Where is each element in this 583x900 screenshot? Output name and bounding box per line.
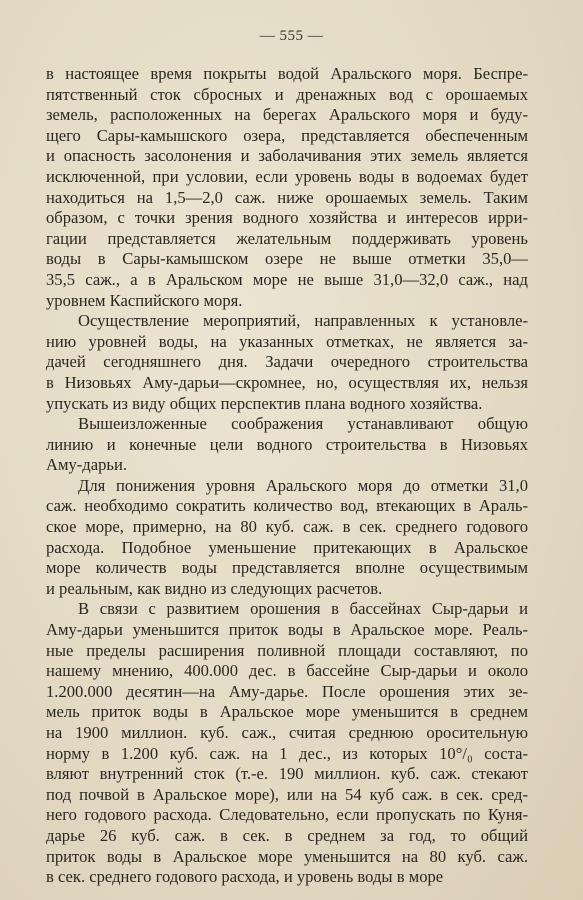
text-line: расхода. Подобное уменьшение притекающих в Аральское	[46, 537, 528, 557]
paragraph	[46, 311, 528, 414]
text-line: Для понижения уровня Аральского моря до отметки 31,0	[78, 475, 528, 495]
text-line: на 1900 миллион. куб. саж., считая среднюю оросительную	[46, 723, 528, 742]
text-line: В связи с развитием орошения в бассейнах Сыр-дарьи и	[78, 599, 528, 619]
text-line: Осуществление мероприятий, направленных к установле-	[78, 311, 528, 331]
text-line: в настоящее время покрыты водой Аральского моря. Беспре-	[46, 64, 528, 83]
text-line: пятственный сток сбросных и дренажных вод с орошаемых	[46, 84, 528, 104]
text-line: земель, расположенных на берегах Аральского моря и буду-	[46, 105, 528, 125]
text-line: 35,5 саж., а в Аральском море не выше 31,0—32,0 саж., над	[46, 269, 528, 289]
text-line: саж. необходимо сократить количество вод, втекающих в Араль-	[46, 496, 528, 516]
text-line: Аму-дарьи уменьшится приток воды в Аральское море. Реаль-	[46, 620, 528, 640]
text-line: нашему мнению, 400.000 дес. в бассейне Сыр-дарьи и около	[46, 661, 528, 681]
text-line: ные пределы расширения поливной площади составляют, по	[46, 640, 528, 660]
text-line: 1.200.000 десятин—на Аму-дарье. После орошения этих зе-	[46, 681, 528, 701]
text-line: в Низовьях Аму-дарьи—скромнее, но, осуществляя их, нельзя	[46, 372, 528, 392]
text-line: Аму-дарьи.	[46, 455, 128, 475]
text-line: норму в 1.200 куб. саж. на 1 дес., из которых 10°/₀ соста-	[46, 743, 528, 763]
paragraph	[46, 476, 528, 600]
text-line: нию уровней воды, на указанных отметках, не является за-	[46, 331, 528, 351]
text-line: дачей сегодняшнего дня. Задачи очередного строительства	[46, 352, 528, 372]
text-line: исключенной, при условии, если уровень воды в водоемах будет	[46, 166, 528, 186]
paragraph	[46, 64, 528, 311]
text-line: под почвой в Аральское море), или на 54 куб саж. в сек. сред-	[46, 784, 528, 804]
text-line: ское море, примерно, на 80 куб. саж. в сек. среднего годового	[46, 517, 528, 537]
paragraph	[46, 599, 528, 887]
text-line: находиться на 1,5—2,0 саж. ниже орошаемых земель. Таким	[46, 187, 528, 207]
page-number: — 555 —	[259, 28, 324, 44]
text-line: щего Сары-камышского озера, представляется обеспеченным	[46, 125, 528, 145]
text-line: приток воды в Аральское море уменьшится на 80 куб. саж.	[46, 846, 528, 866]
text-line: в сек. среднего годового расхода, и уровень воды в море	[46, 867, 444, 887]
text-line: гации представляется желательным поддерживать уровень	[46, 228, 528, 248]
text-line: и реальным, как видно из следующих расчетов.	[46, 578, 383, 598]
text-line: мель приток воды в Аральское море уменьшится в среднем	[46, 702, 528, 722]
text-line: линию и конечные цели водного строительства в Низовьях	[46, 434, 528, 454]
text-line: вляют внутренний сток (т.-е. 190 миллион. куб. саж. стекают	[46, 764, 528, 784]
text-line: дарье 26 куб. саж. в сек. в среднем за год, то общий	[46, 825, 528, 845]
text-line: упускать из виду общих перспектив плана водного хозяйства.	[46, 393, 483, 413]
page-body-text	[46, 64, 528, 888]
text-line: воды в Сары-камышском озере не выше отметки 35,0—	[46, 249, 528, 269]
text-line: него годового расхода. Следовательно, если пропускать по Куня-	[46, 805, 528, 825]
text-line: море количеств воды представляется вполне осуществимым	[46, 558, 528, 578]
paragraph	[46, 414, 528, 476]
text-line: образом, с точки зрения водного хозяйства и интересов ирри-	[46, 208, 528, 228]
text-line: Вышеизложенные соображения устанавливают общую	[78, 414, 528, 434]
text-line: уровнем Каспийского моря.	[46, 290, 243, 310]
text-line: и опасность засолонения и заболачивания этих земель является	[46, 146, 528, 166]
